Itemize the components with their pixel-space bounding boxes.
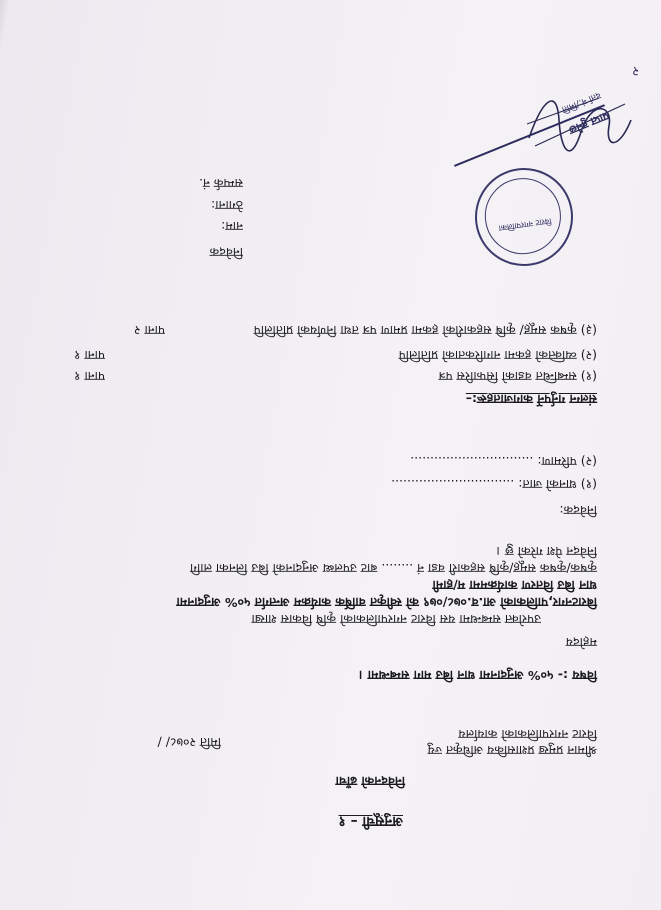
circled-number: २	[632, 63, 639, 78]
received-stamp-title: प्राप्त हुनेछ	[454, 104, 611, 182]
received-stamp-subtitle: दर्ता नं./मिति	[560, 89, 602, 115]
signer-contact-field: सम्पर्क नं.	[198, 176, 243, 191]
date-label: मिति २०७८/ /	[157, 735, 221, 750]
salutation: महोदय	[565, 635, 597, 650]
signer-name-field: नाम:	[221, 219, 243, 234]
attachment-3-pages: पाना २	[134, 323, 165, 338]
body-line-3: धान बिउ वितरण कार्यक्रममा म/हामी	[432, 578, 597, 593]
applicant-label: निवेदक:	[559, 503, 597, 518]
body-line-5: निवेदन पेश गरेको छु ।	[496, 544, 597, 559]
attachment-1-pages: पाना १	[74, 369, 105, 384]
body-line-2: बिराटनगर,पालिकाको आ.व.०७८/०७९ को स्वीकृत वार्षिक कार्यक्रम अन्तर्गत ५०% अनुदानमा	[176, 595, 597, 610]
addressee-line-2: विराट नगरपालिकाको कार्यालय	[458, 727, 597, 742]
annex-heading: अनुसूची – १	[338, 813, 403, 829]
signer-heading: निवेदक	[209, 245, 243, 260]
body-line-1: उपरोक्त सम्बन्धमा यस विराट नगरपालिकाको कृषि विकास शाखा	[251, 612, 541, 627]
handwritten-signature	[519, 90, 639, 160]
attachment-1: (१) सम्बन्धित वडाको सिफारिस पत्र	[438, 369, 597, 384]
quantity-field: (२) परिमाण: ...............................	[410, 454, 597, 469]
body-line-4: कृषक/कृषक समूह/कृषि सहकारी वडा नं ........ बाट उपलब्ध अनुदानको बिउ लिनका लागि	[189, 561, 597, 576]
attachment-3: (३) कृषक समूह/ कृषि सहकारीको हकमा प्रमाण पत्र तथा निर्णयको प्रतिलिपि	[253, 323, 597, 338]
subject-line: विषय :- ५०% अनुदानमा धान बिउ माग सम्बन्धमा ।	[358, 668, 597, 683]
attachments-heading: संलग्न गर्नुपर्ने कागजातहरू:–	[465, 392, 597, 407]
attachment-2-pages: पाना १	[74, 348, 105, 363]
signer-address-field: ठेगाना:	[211, 198, 243, 213]
variety-field: (१) धानको जात: ...............................	[391, 477, 597, 492]
form-title: निवेदनको ढाँचा	[335, 774, 405, 789]
addressee-line-1: श्रीमान प्रमुख प्रशासकिय अधिकृत ज्यु	[427, 743, 597, 758]
round-stamp-text: विराट नगरपालिका	[498, 216, 552, 233]
round-stamp	[469, 162, 580, 273]
round-stamp-ring	[480, 173, 566, 259]
attachment-2: (२) व्यक्तिको हकमा नागरिकताको प्रतिलिपि	[398, 348, 597, 363]
